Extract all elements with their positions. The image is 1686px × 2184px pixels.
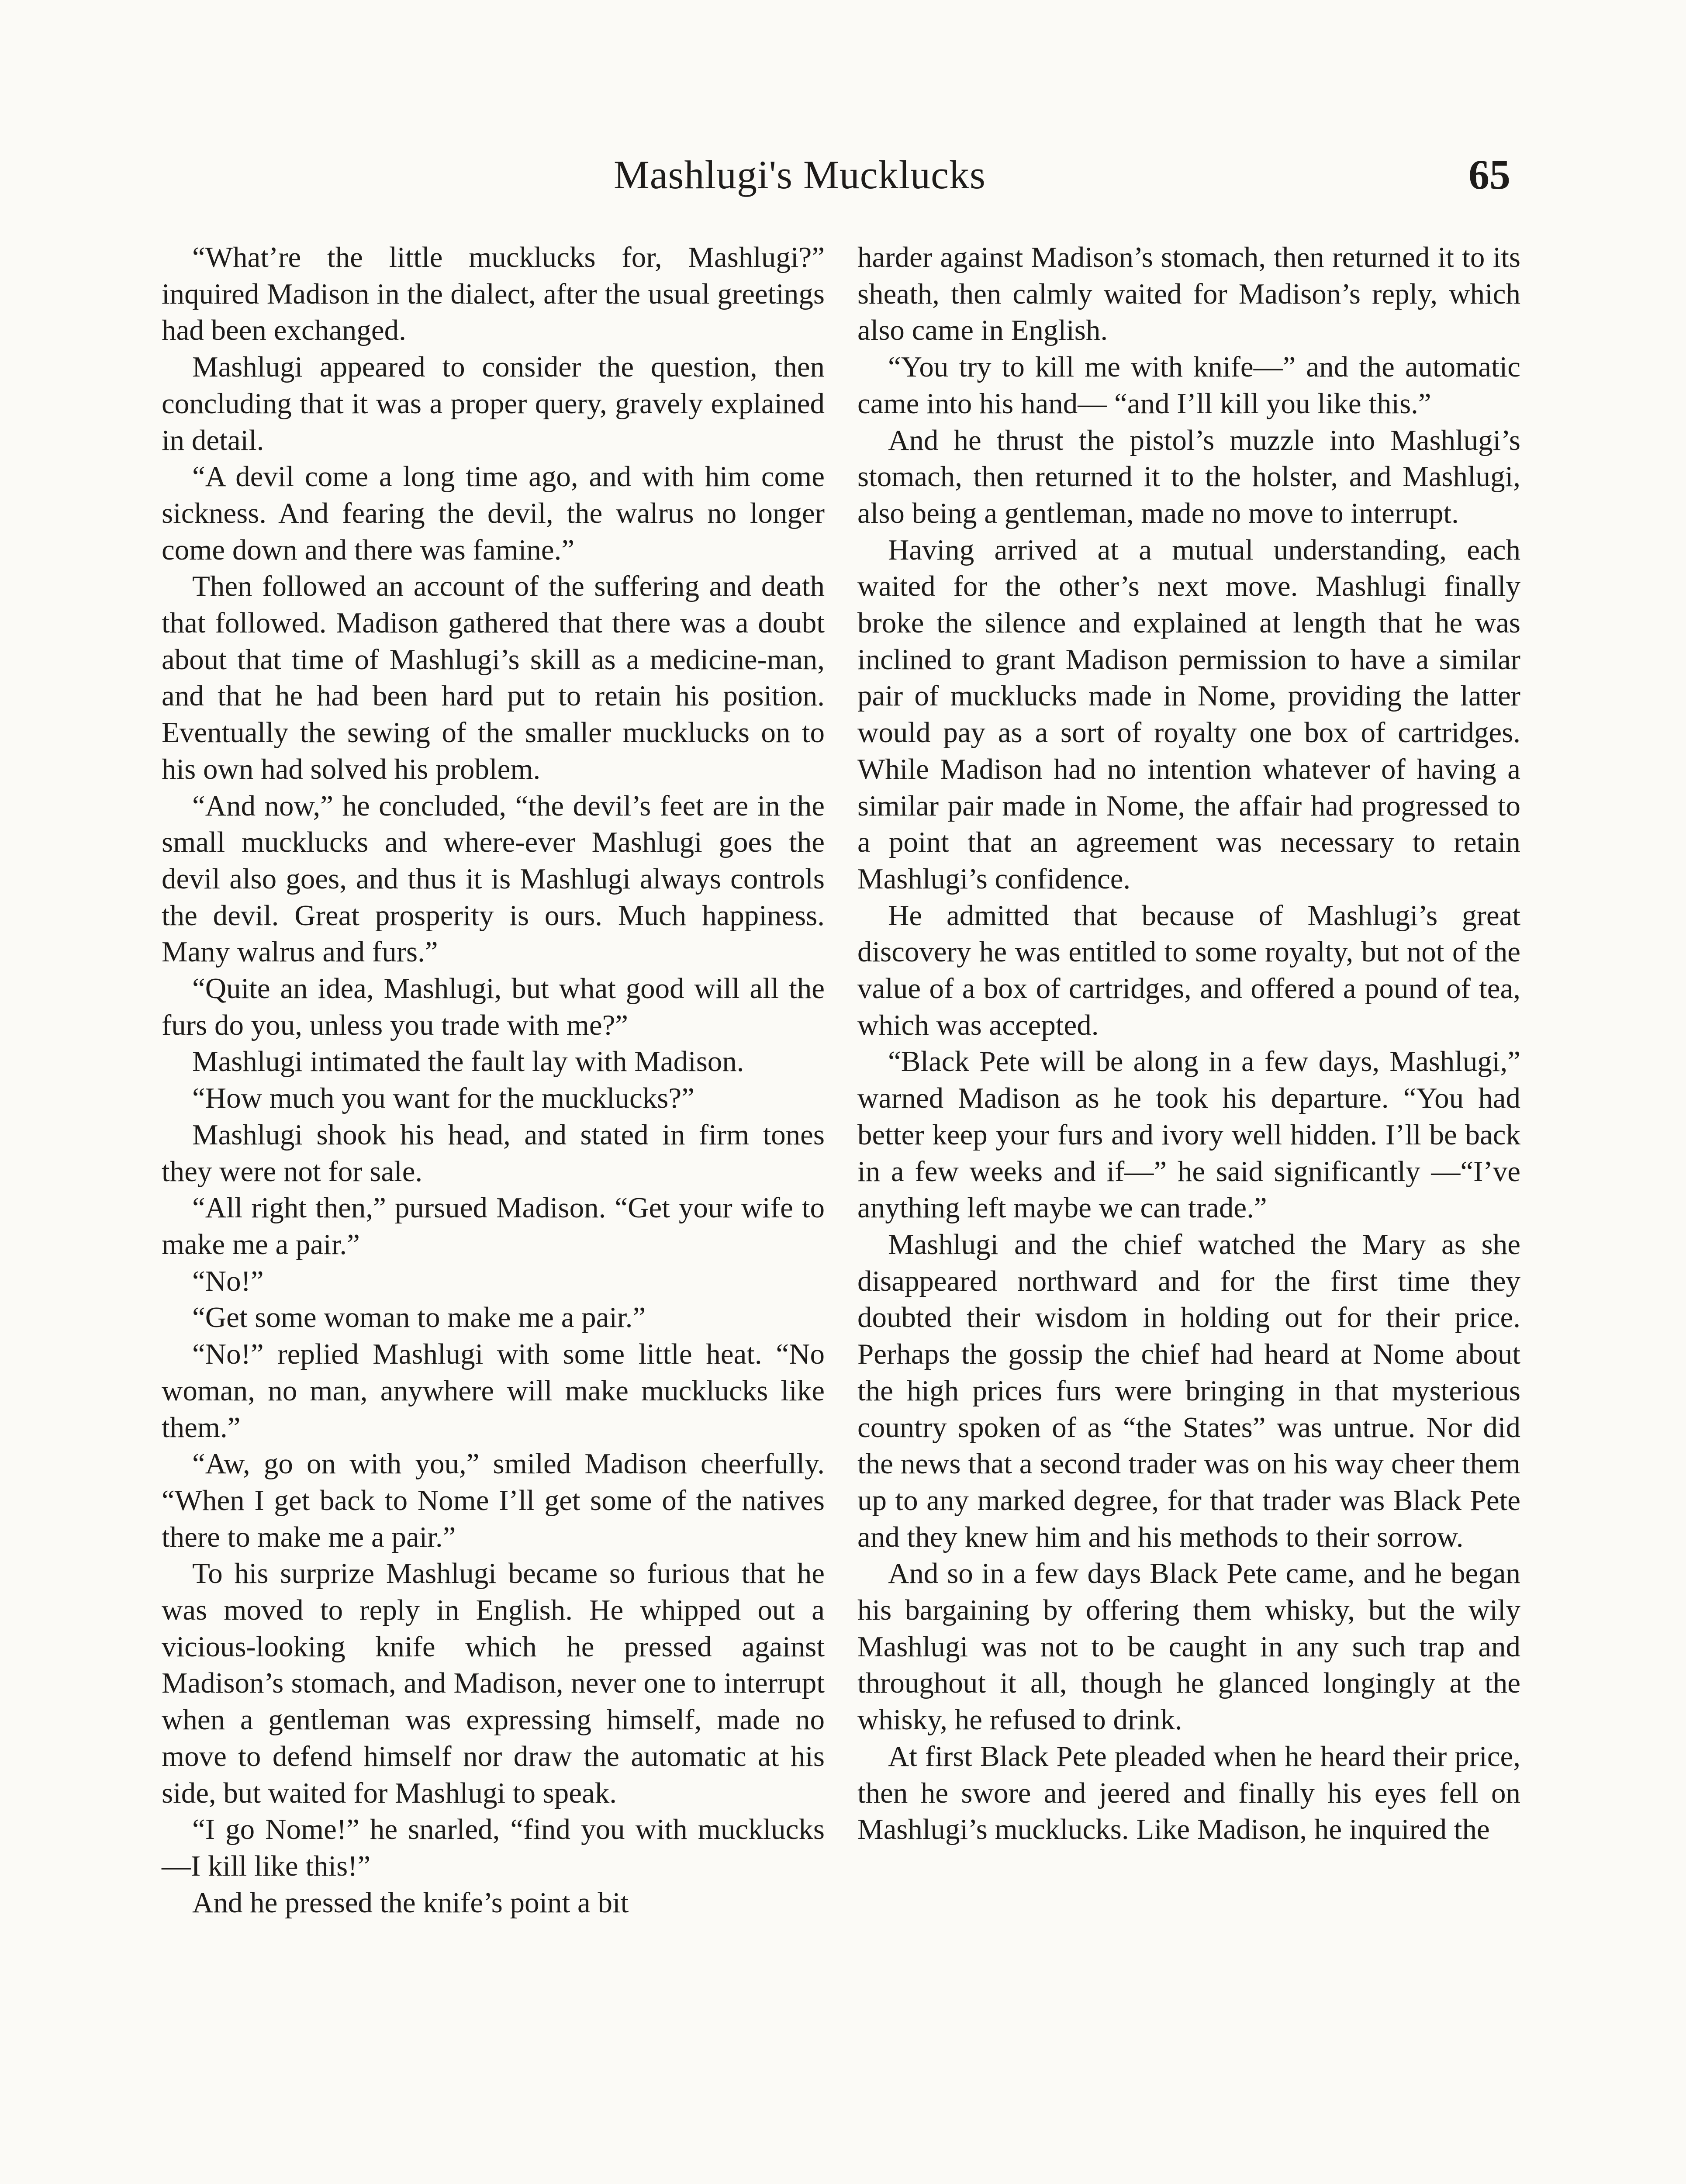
paragraph: “Quite an idea, Mashlugi, but what good will all the furs do you, unless you trade with me?” xyxy=(162,972,825,1041)
paragraph: “All right then,” pursued Madison. “Get your wife to make me a pair.” xyxy=(162,1192,825,1261)
paragraph: Mashlugi shook his head, and stated in firm tones they were not for sale. xyxy=(162,1118,825,1188)
paragraph: Mashlugi intimated the fault lay with Madison. xyxy=(192,1045,744,1078)
running-header xyxy=(0,149,1686,210)
paragraph: “You try to kill me with knife—” and the automatic came into his hand— “and I’ll kill you like this.” xyxy=(857,351,1520,420)
paragraph: At first Black Pete pleaded when he heard their price, then he swore and jeered and finally his eyes fell on Mashlugi’s mucklucks. Like Madison, he inquired the xyxy=(857,1740,1520,1846)
story-title: Mashlugi's Mucklucks xyxy=(614,152,986,197)
paragraph: “And now,” he concluded, “the devil’s feet are in the small mucklucks and where-ever Mashlugi goes the devil also goes, and thus it is Mashlugi always controls the devil. Great prosperity is ours. Much happiness. Many walrus and furs.” xyxy=(162,789,825,968)
paragraph: harder against Madison’s stomach, then returned it to its sheath, then calmly waited for Madison’s reply, which also came in English. xyxy=(857,241,1520,347)
paragraph: “Black Pete will be along in a few days, Mashlugi,” warned Madison as he took his departure. “You had better keep your furs and ivory well hidden. I’ll be back in a few weeks and if—” he said significantly —“I’ve anything left maybe we can trade.” xyxy=(857,1045,1520,1224)
left-column xyxy=(162,239,825,1921)
paragraph: “Get some woman to make me a pair.” xyxy=(192,1301,646,1334)
paragraph: Then followed an account of the suffering and death that followed. Madison gathered that there was a doubt about that time of Mashlugi’s skill as a medicine-man, and that he had been hard put to retain his position. Eventually the sewing of the smaller mucklucks on to his own had solved his problem. xyxy=(162,570,825,785)
paragraph: Mashlugi and the chief watched the Mary as she disappeared northward and for the first time they doubted their wisdom in holding out for their price. Perhaps the gossip the chief had heard at Nome about the high prices furs were bringing in that mysterious country spoken of as “the States” was untrue. Nor did the news that a second trader was on his way cheer them up to any marked degree, for that trader was Black Pete and they knew him and his methods to their sorrow. xyxy=(857,1228,1520,1553)
paragraph: And he thrust the pistol’s muzzle into Mashlugi’s stomach, then returned it to the holster, and Mashlugi, also being a gentleman, made no move to interrupt. xyxy=(857,424,1520,529)
paragraph: Having arrived at a mutual understanding, each waited for the other’s next move. Mashlugi finally broke the silence and explained at length that he was inclined to grant Madison permission to have a similar pair of mucklucks made in Nome, providing the latter would pay as a sort of royalty one box of cartridges. While Madison had no intention whatever of having a similar pair made in Nome, the affair had progressed to a point that an agreement was necessary to retain Mashlugi’s confidence. xyxy=(857,533,1520,895)
page-number: 65 xyxy=(1468,151,1510,198)
paragraph: “No!” xyxy=(192,1265,264,1297)
paragraph: And he pressed the knife’s point a bit xyxy=(192,1886,629,1919)
paragraph: “Aw, go on with you,” smiled Madison cheerfully. “When I get back to Nome I’ll get some of the natives there to make me a pair.” xyxy=(162,1448,825,1553)
right-column xyxy=(857,239,1520,1848)
paragraph: “How much you want for the mucklucks?” xyxy=(192,1082,694,1115)
paragraph: “What’re the little mucklucks for, Mashlugi?” inquired Madison in the dialect, after the usual greetings had been exchanged. xyxy=(162,241,825,347)
paragraph: Mashlugi appeared to consider the question, then concluding that it was a proper query, gravely explained in detail. xyxy=(162,351,825,456)
paragraph: He admitted that because of Mashlugi’s great discovery he was entitled to some royalty, but not of the value of a box of cartridges, and offered a pound of tea, which was accepted. xyxy=(857,899,1520,1041)
paragraph: To his surprize Mashlugi became so furious that he was moved to reply in English. He whipped out a vicious-looking knife which he pressed against Madison’s stomach, and Madison, never one to interrupt when a gentleman was expressing himself, made no move to defend himself nor draw the automatic at his side, but waited for Mashlugi to speak. xyxy=(162,1557,825,1809)
paragraph: “No!” replied Mashlugi with some little heat. “No woman, no man, anywhere will make mucklucks like them.” xyxy=(162,1338,825,1444)
paragraph: “A devil come a long time ago, and with him come sickness. And fearing the devil, the walrus no longer come down and there was famine.” xyxy=(162,460,825,566)
paragraph: “I go Nome!” he snarled, “find you with mucklucks—I kill like this!” xyxy=(162,1813,825,1882)
paragraph: And so in a few days Black Pete came, and he began his bargaining by offering them whisky, but the wily Mashlugi was not to be caught in any such trap and throughout it all, though he glanced longingly at the whisky, he refused to drink. xyxy=(857,1557,1520,1736)
